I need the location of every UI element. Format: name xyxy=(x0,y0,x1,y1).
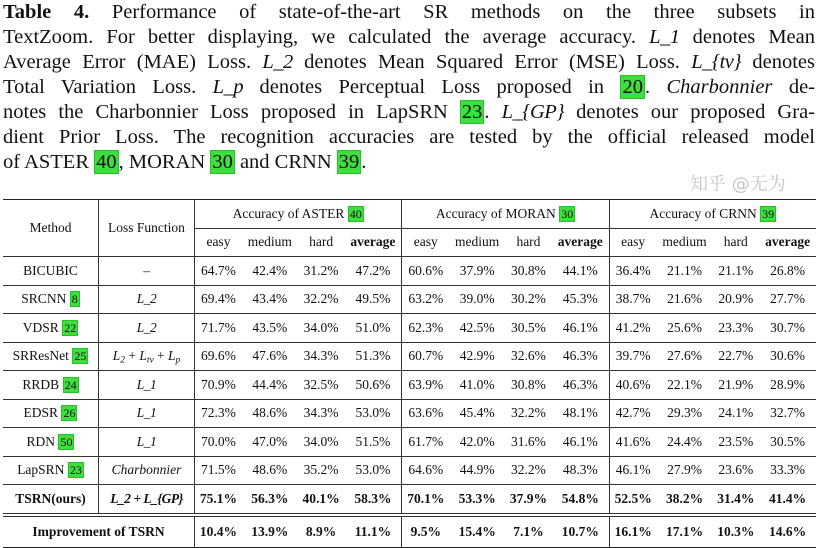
caption-line xyxy=(3,25,815,50)
accuracy-cell: 48.3% xyxy=(552,456,609,485)
accuracy-cell: 39.7% xyxy=(609,342,656,371)
loss-cell xyxy=(99,428,195,457)
accuracy-cell: 38.2% xyxy=(657,485,713,515)
column-header-method: Method xyxy=(3,200,99,257)
method-name: SRResNet xyxy=(12,348,69,364)
accuracy-cell: 70.0% xyxy=(195,428,242,457)
table-row xyxy=(3,257,816,286)
accuracy-cell: 47.2% xyxy=(345,257,402,286)
accuracy-cell: 53.3% xyxy=(449,485,505,515)
accuracy-cell: 48.6% xyxy=(242,399,298,428)
accuracy-cell: 47.6% xyxy=(242,342,298,371)
column-group-label: Accuracy of CRNN xyxy=(649,205,757,221)
accuracy-cell: 32.7% xyxy=(759,399,816,428)
accuracy-cell: 24.1% xyxy=(712,399,759,428)
subcolumn-header: hard xyxy=(712,228,759,257)
column-header-loss: Loss Function xyxy=(99,200,195,257)
accuracy-cell: 45.4% xyxy=(449,399,505,428)
table-row xyxy=(3,371,816,400)
caption-line xyxy=(3,100,815,125)
accuracy-cell: 44.1% xyxy=(552,257,609,286)
accuracy-cell: 30.5% xyxy=(505,314,552,343)
accuracy-cell: 46.1% xyxy=(609,456,656,485)
accuracy-cell: 64.7% xyxy=(195,257,242,286)
caption-text: denotes Perceptual Loss proposed in xyxy=(243,76,621,98)
caption-text: Total Variation Loss. xyxy=(3,76,213,98)
accuracy-cell: 32.5% xyxy=(298,371,345,400)
citation-link[interactable]: 24 xyxy=(64,377,77,392)
caption-math: L_p xyxy=(212,76,244,98)
method-cell xyxy=(3,371,99,400)
results-table xyxy=(3,199,816,548)
improvement-cell: 17.1% xyxy=(657,515,713,548)
column-group-header xyxy=(609,200,816,229)
subcolumn-header: medium xyxy=(242,228,298,257)
accuracy-cell: 20.9% xyxy=(712,285,759,314)
accuracy-cell: 34.3% xyxy=(298,342,345,371)
accuracy-cell: 69.4% xyxy=(195,285,242,314)
accuracy-cell: 33.3% xyxy=(759,456,816,485)
table-row xyxy=(3,285,816,314)
caption-text: Performance of state-of-the-art SR methods on the three subsets in xyxy=(89,1,815,23)
accuracy-cell: 46.3% xyxy=(552,371,609,400)
method-name: RRDB xyxy=(22,376,60,392)
column-group-label: Accuracy of ASTER xyxy=(232,205,345,221)
accuracy-cell: 42.4% xyxy=(242,257,298,286)
accuracy-cell: 30.2% xyxy=(505,285,552,314)
improvement-cell: 7.1% xyxy=(505,515,552,548)
subcolumn-header: easy xyxy=(402,228,449,257)
caption-text: notes the Charbonnier Loss proposed in LapSRN xyxy=(3,101,460,123)
accuracy-cell: 41.4% xyxy=(759,485,816,515)
citation-link[interactable]: 23 xyxy=(461,101,483,123)
citation-link[interactable]: 26 xyxy=(63,406,76,421)
loss-cell xyxy=(99,257,195,286)
accuracy-cell: 53.0% xyxy=(345,456,402,485)
subcolumn-header: hard xyxy=(505,228,552,257)
loss-cell xyxy=(99,485,195,515)
accuracy-cell: 34.0% xyxy=(298,428,345,457)
citation-link[interactable]: 23 xyxy=(69,463,82,478)
table-row xyxy=(3,399,816,428)
column-group-label: Accuracy of MORAN xyxy=(435,205,556,221)
table-row xyxy=(3,342,816,371)
accuracy-cell: 28.9% xyxy=(759,371,816,400)
accuracy-cell: 63.9% xyxy=(402,371,449,400)
accuracy-cell: 37.9% xyxy=(449,257,505,286)
accuracy-cell: 44.4% xyxy=(242,371,298,400)
caption-text: denotes xyxy=(741,51,815,73)
accuracy-cell: 26.8% xyxy=(759,257,816,286)
accuracy-cell: 60.6% xyxy=(402,257,449,286)
accuracy-cell: 30.8% xyxy=(505,257,552,286)
loss-text: L_2 + L_{GP} xyxy=(110,490,183,506)
accuracy-cell: 54.8% xyxy=(552,485,609,515)
accuracy-cell: 75.1% xyxy=(195,485,242,515)
accuracy-cell: 32.2% xyxy=(505,399,552,428)
accuracy-cell: 30.6% xyxy=(759,342,816,371)
citation-link[interactable]: 40 xyxy=(96,151,117,173)
subcolumn-header: average xyxy=(759,228,816,257)
accuracy-cell: 49.5% xyxy=(345,285,402,314)
accuracy-cell: 64.6% xyxy=(402,456,449,485)
loss-cell xyxy=(99,371,195,400)
accuracy-cell: 50.6% xyxy=(345,371,402,400)
accuracy-cell: 40.1% xyxy=(298,485,345,515)
accuracy-cell: 69.6% xyxy=(195,342,242,371)
improvement-cell: 16.1% xyxy=(609,515,656,548)
caption-text: of ASTER xyxy=(3,151,95,173)
improvement-row xyxy=(3,515,816,548)
method-name: BICUBIC xyxy=(23,262,78,278)
subcolumn-header: medium xyxy=(657,228,713,257)
subcolumn-header: average xyxy=(345,228,402,257)
header-row xyxy=(3,200,816,229)
table-caption xyxy=(3,0,815,175)
column-group-header xyxy=(195,200,402,229)
improvement-cell: 10.3% xyxy=(712,515,759,548)
column-group-header xyxy=(402,200,609,229)
caption-label: Table 4. xyxy=(3,1,90,23)
accuracy-cell: 23.3% xyxy=(712,314,759,343)
loss-text: L_2 xyxy=(136,291,157,307)
accuracy-cell: 40.6% xyxy=(609,371,656,400)
loss-text: L_1 xyxy=(136,405,157,421)
accuracy-cell: 60.7% xyxy=(402,342,449,371)
improvement-cell: 10.7% xyxy=(552,515,609,548)
caption-text: dient Prior Loss. The recognition accuracies are tested by the official released model xyxy=(3,126,815,148)
method-name: VDSR xyxy=(22,319,59,335)
loss-cell xyxy=(99,399,195,428)
improvement-cell: 13.9% xyxy=(242,515,298,548)
citation-link[interactable]: 39 xyxy=(762,206,775,221)
accuracy-cell: 47.0% xyxy=(242,428,298,457)
method-name: EDSR xyxy=(23,405,59,421)
method-cell xyxy=(3,257,99,286)
caption-text: denotes our proposed Gra- xyxy=(564,101,815,123)
table-row xyxy=(3,456,816,485)
caption-math: L_{tv} xyxy=(691,51,742,73)
loss-text: – xyxy=(143,262,150,278)
loss-cell xyxy=(99,285,195,314)
method-name: RDN xyxy=(26,433,56,449)
loss-text: Charbonnier xyxy=(111,462,182,478)
accuracy-cell: 51.0% xyxy=(345,314,402,343)
accuracy-cell: 25.6% xyxy=(657,314,713,343)
caption-text: , MORAN xyxy=(118,151,211,173)
accuracy-cell: 71.5% xyxy=(195,456,242,485)
caption-line xyxy=(3,125,815,150)
accuracy-cell: 29.3% xyxy=(657,399,713,428)
accuracy-cell: 39.0% xyxy=(449,285,505,314)
loss-cell: $L_2 + L_{tv} + L_p$ xyxy=(99,342,195,371)
loss-text: L_2 xyxy=(136,319,157,335)
accuracy-cell: 21.9% xyxy=(712,371,759,400)
accuracy-cell: 41.0% xyxy=(449,371,505,400)
accuracy-cell: 42.9% xyxy=(449,342,505,371)
method-cell xyxy=(3,428,99,457)
method-cell xyxy=(3,285,99,314)
caption-text: TextZoom. For better displaying, we calculated the average accuracy. xyxy=(3,26,650,48)
accuracy-cell: 62.3% xyxy=(402,314,449,343)
caption-math: L_2 xyxy=(262,51,293,73)
accuracy-cell: 30.8% xyxy=(505,371,552,400)
accuracy-cell: 22.7% xyxy=(712,342,759,371)
accuracy-cell: 32.2% xyxy=(505,456,552,485)
table-row xyxy=(3,428,816,457)
accuracy-cell: 44.9% xyxy=(449,456,505,485)
citation-link[interactable]: 25 xyxy=(74,349,87,364)
accuracy-cell: 32.2% xyxy=(298,285,345,314)
accuracy-cell: 31.6% xyxy=(505,428,552,457)
accuracy-cell: 63.2% xyxy=(402,285,449,314)
accuracy-cell: 63.6% xyxy=(402,399,449,428)
subcolumn-header: easy xyxy=(195,228,242,257)
accuracy-cell: 51.5% xyxy=(345,428,402,457)
accuracy-cell: 27.7% xyxy=(759,285,816,314)
citation-link[interactable]: 39 xyxy=(338,151,360,173)
caption-line xyxy=(3,75,815,100)
accuracy-cell: 23.5% xyxy=(712,428,759,457)
accuracy-cell: 71.7% xyxy=(195,314,242,343)
accuracy-cell: 45.3% xyxy=(552,285,609,314)
accuracy-cell: 21.1% xyxy=(712,257,759,286)
improvement-cell: 11.1% xyxy=(345,515,402,548)
accuracy-cell: 34.3% xyxy=(298,399,345,428)
accuracy-cell: 58.3% xyxy=(345,485,402,515)
accuracy-cell: 70.1% xyxy=(402,485,449,515)
accuracy-cell: 48.6% xyxy=(242,456,298,485)
accuracy-cell: 37.9% xyxy=(505,485,552,515)
caption-text: . xyxy=(484,101,502,123)
caption-text: . xyxy=(361,151,367,173)
accuracy-cell: 31.2% xyxy=(298,257,345,286)
method-name: SRCNN xyxy=(21,291,67,307)
accuracy-cell: 61.7% xyxy=(402,428,449,457)
accuracy-cell: 48.1% xyxy=(552,399,609,428)
caption-italic: Charbonnier xyxy=(666,76,773,98)
loss-cell xyxy=(99,456,195,485)
accuracy-cell: 43.4% xyxy=(242,285,298,314)
accuracy-cell: 21.6% xyxy=(657,285,713,314)
citation-link[interactable]: 50 xyxy=(60,434,73,449)
accuracy-cell: 42.0% xyxy=(449,428,505,457)
caption-text: denotes Mean Squared Error (MSE) Loss. xyxy=(292,51,692,73)
caption-math: L_{GP} xyxy=(501,101,565,123)
accuracy-cell: 34.0% xyxy=(298,314,345,343)
improvement-cell: 15.4% xyxy=(449,515,505,548)
improvement-cell: 9.5% xyxy=(402,515,449,548)
subcolumn-header: hard xyxy=(298,228,345,257)
accuracy-cell: 41.2% xyxy=(609,314,656,343)
accuracy-cell: 22.1% xyxy=(657,371,713,400)
accuracy-cell: 31.4% xyxy=(712,485,759,515)
method-name: LapSRN xyxy=(17,462,65,478)
citation-link[interactable]: 20 xyxy=(622,76,643,98)
accuracy-cell: 36.4% xyxy=(609,257,656,286)
accuracy-cell: 51.3% xyxy=(345,342,402,371)
accuracy-cell: 42.7% xyxy=(609,399,656,428)
method-name: TSRN(ours) xyxy=(15,490,86,506)
method-cell xyxy=(3,485,99,515)
improvement-cell: 8.9% xyxy=(298,515,345,548)
improvement-cell: 14.6% xyxy=(759,515,816,548)
accuracy-cell: 43.5% xyxy=(242,314,298,343)
accuracy-cell: 56.3% xyxy=(242,485,298,515)
accuracy-cell: 32.6% xyxy=(505,342,552,371)
caption-text: denotes Mean xyxy=(679,26,815,48)
accuracy-cell: 72.3% xyxy=(195,399,242,428)
caption-line xyxy=(3,50,815,75)
accuracy-cell: 46.1% xyxy=(552,314,609,343)
accuracy-cell: 30.5% xyxy=(759,428,816,457)
caption-text: Average Error (MAE) Loss. xyxy=(3,51,263,73)
accuracy-cell: 21.1% xyxy=(657,257,713,286)
accuracy-cell: 70.9% xyxy=(195,371,242,400)
citation-link[interactable]: 30 xyxy=(561,206,574,221)
accuracy-cell: 30.7% xyxy=(759,314,816,343)
caption-line xyxy=(3,0,815,25)
method-cell xyxy=(3,399,99,428)
caption-math: L_1 xyxy=(649,26,680,48)
citation-link[interactable]: 8 xyxy=(71,292,78,307)
citation-link[interactable]: 30 xyxy=(212,151,233,173)
table-row xyxy=(3,314,816,343)
caption-text: and CRNN xyxy=(234,151,337,173)
accuracy-cell: 53.0% xyxy=(345,399,402,428)
accuracy-cell: 38.7% xyxy=(609,285,656,314)
accuracy-cell: 24.4% xyxy=(657,428,713,457)
citation-link[interactable]: 22 xyxy=(64,320,77,335)
accuracy-cell: 27.6% xyxy=(657,342,713,371)
table-row xyxy=(3,485,816,515)
method-cell xyxy=(3,342,99,371)
watermark: 知乎 @无为 xyxy=(690,174,786,195)
accuracy-cell: 27.9% xyxy=(657,456,713,485)
caption-line xyxy=(3,150,815,175)
accuracy-cell: 46.1% xyxy=(552,428,609,457)
improvement-cell: 10.4% xyxy=(195,515,242,548)
method-cell xyxy=(3,314,99,343)
accuracy-cell: 52.5% xyxy=(609,485,656,515)
accuracy-cell: 42.5% xyxy=(449,314,505,343)
accuracy-cell: 23.6% xyxy=(712,456,759,485)
subcolumn-header: medium xyxy=(449,228,505,257)
loss-text: L_1 xyxy=(136,433,157,449)
loss-text: L_1 xyxy=(136,376,157,392)
subcolumn-header: easy xyxy=(609,228,656,257)
accuracy-cell: 41.6% xyxy=(609,428,656,457)
improvement-label: Improvement of TSRN xyxy=(3,515,195,548)
subcolumn-header: average xyxy=(552,228,609,257)
loss-cell xyxy=(99,314,195,343)
accuracy-cell: 46.3% xyxy=(552,342,609,371)
citation-link[interactable]: 40 xyxy=(349,206,362,221)
accuracy-cell: 35.2% xyxy=(298,456,345,485)
method-cell xyxy=(3,456,99,485)
caption-text: . xyxy=(644,76,667,98)
caption-text: de- xyxy=(772,76,815,98)
